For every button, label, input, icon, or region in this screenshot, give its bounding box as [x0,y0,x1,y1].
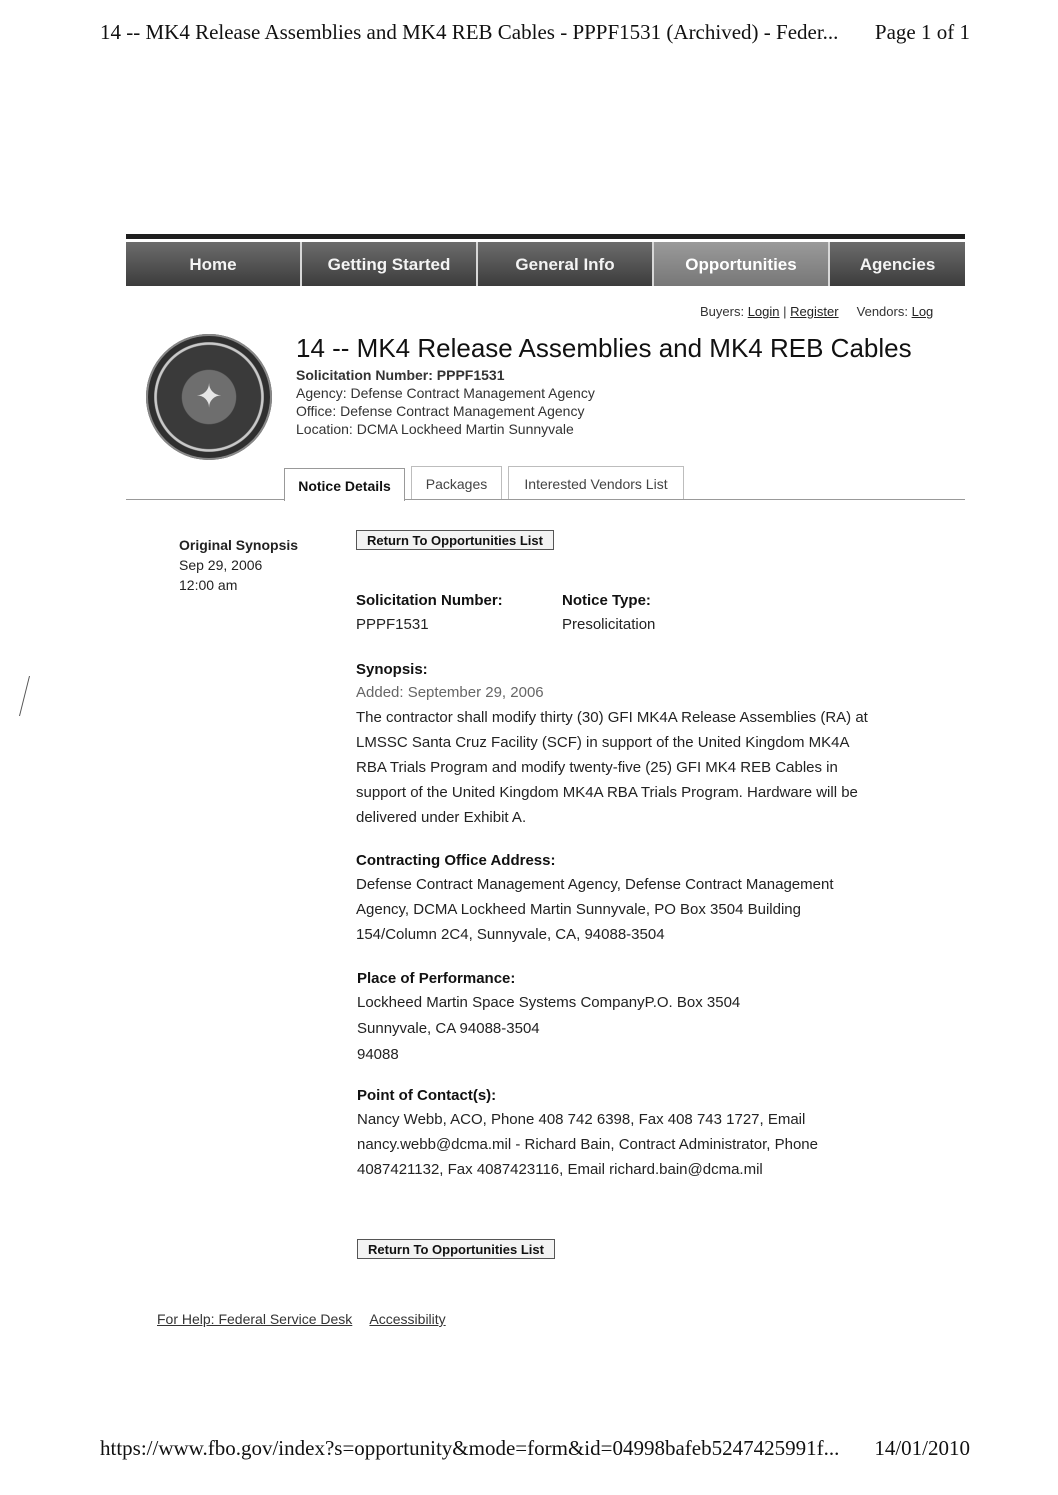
contact-line: Nancy Webb, ACO, Phone 408 742 6398, Fax 408 743 1727, Email [357,1111,806,1128]
office-address [356,872,916,947]
synopsis-line: LMSSC Santa Cruz Facility (SCF) in support of the United Kingdom MK4A [356,734,850,751]
agency-seal-icon [146,334,272,460]
office-address-line: Agency, DCMA Lockheed Martin Sunnyvale, PO Box 3504 Building [356,901,801,918]
vendors-label: Vendors: [856,304,908,319]
print-header-page: Page 1 of 1 [874,20,970,44]
notice-type-label: Notice Type: [562,592,651,609]
office-address-line: Defense Contract Management Agency, Defense Contract Management [356,876,834,893]
help-desk-link[interactable]: For Help: Federal Service Desk [157,1311,353,1327]
contact-info [357,1107,917,1182]
solicitation-number-label: Solicitation Number: [356,592,503,609]
general-info-clip [937,515,965,1125]
synopsis-history [179,535,298,595]
performance-line: 94088 [357,1046,399,1063]
contact-line: 4087421132, Fax 4087423116, Email richard.bain@dcma.mil [357,1161,763,1178]
original-synopsis-link[interactable]: Original Synopsis [179,537,299,553]
tab-packages[interactable]: Packages [411,466,502,499]
print-footer-url: https://www.fbo.gov/index?s=opportunity&mode=form&id=04998bafeb5247425991f... [100,1436,840,1460]
scan-artifact [19,676,38,716]
location-line: Location: DCMA Lockheed Martin Sunnyvale [296,421,574,437]
synopsis-line: The contractor shall modify thirty (30) GFI MK4A Release Assemblies (RA) at [356,709,868,726]
nav-opportunities[interactable]: Opportunities [654,242,830,286]
synopsis-line: delivered under Exhibit A. [356,809,527,826]
synopsis-body [356,705,916,830]
contact-line: nancy.webb@dcma.mil - Richard Bain, Contract Administrator, Phone [357,1136,818,1153]
notice-title: 14 -- MK4 Release Assemblies and MK4 REB Cables [296,333,912,363]
agency-line: Agency: Defense Contract Management Agency [296,385,595,401]
nav-general-info[interactable]: General Info [478,242,654,286]
performance-address [357,990,917,1068]
nav-agencies[interactable]: Agencies [830,242,965,286]
tab-notice-details[interactable]: Notice Details [284,468,405,501]
main-nav [126,242,965,286]
return-to-list-button-bottom[interactable]: Return To Opportunities List [357,1239,555,1259]
synopsis-line: RBA Trials Program and modify twenty-five (25) GFI MK4 REB Cables in [356,759,838,776]
notice-meta [296,366,595,438]
contact-label: Point of Contact(s): [357,1087,497,1104]
buyers-login-link[interactable]: Login [747,304,780,319]
buyers-register-link[interactable]: Register [790,304,839,319]
nav-getting-started[interactable]: Getting Started [302,242,478,286]
eagle-icon: ✦ [195,378,223,414]
office-line: Office: Defense Contract Management Agency [296,403,585,419]
notice-type-value: Presolicitation [562,616,656,633]
auth-separator: | [783,304,787,319]
performance-line: Sunnyvale, CA 94088-3504 [357,1020,540,1037]
office-address-line: 154/Column 2C4, Sunnyvale, CA, 94088-3504 [356,926,665,943]
performance-label: Place of Performance: [357,970,516,987]
solicitation-number-value: PPPF1531 [356,616,429,633]
auth-links [700,304,965,319]
notice-tabs [126,466,965,500]
buyers-label: Buyers: [700,304,745,319]
accessibility-link[interactable]: Accessibility [369,1311,446,1327]
synopsis-added: Added: September 29, 2006 [356,684,544,701]
footer-links [157,1311,460,1327]
return-to-list-button-top[interactable]: Return To Opportunities List [356,530,554,550]
print-footer [100,1436,970,1461]
office-address-label: Contracting Office Address: [356,852,556,869]
solicitation-line: Solicitation Number: PPPF1531 [296,367,505,383]
nav-top-rule [126,234,965,239]
print-header-title: 14 -- MK4 Release Assemblies and MK4 REB Cables - PPPF1531 (Archived) - Feder... [100,20,839,44]
tab-interested-vendors[interactable]: Interested Vendors List [508,466,684,499]
synopsis-label: Synopsis: [356,661,428,678]
performance-line: Lockheed Martin Space Systems CompanyP.O. Box 3504 [357,994,741,1011]
synopsis-date: Sep 29, 2006 [179,557,263,573]
print-header [100,20,970,45]
synopsis-line: support of the United Kingdom MK4A RBA Trials Program. Hardware will be [356,784,858,801]
print-footer-date: 14/01/2010 [874,1436,970,1460]
vendors-login-link[interactable]: Log [911,304,934,319]
nav-home[interactable]: Home [126,242,302,286]
synopsis-time: 12:00 am [179,577,238,593]
